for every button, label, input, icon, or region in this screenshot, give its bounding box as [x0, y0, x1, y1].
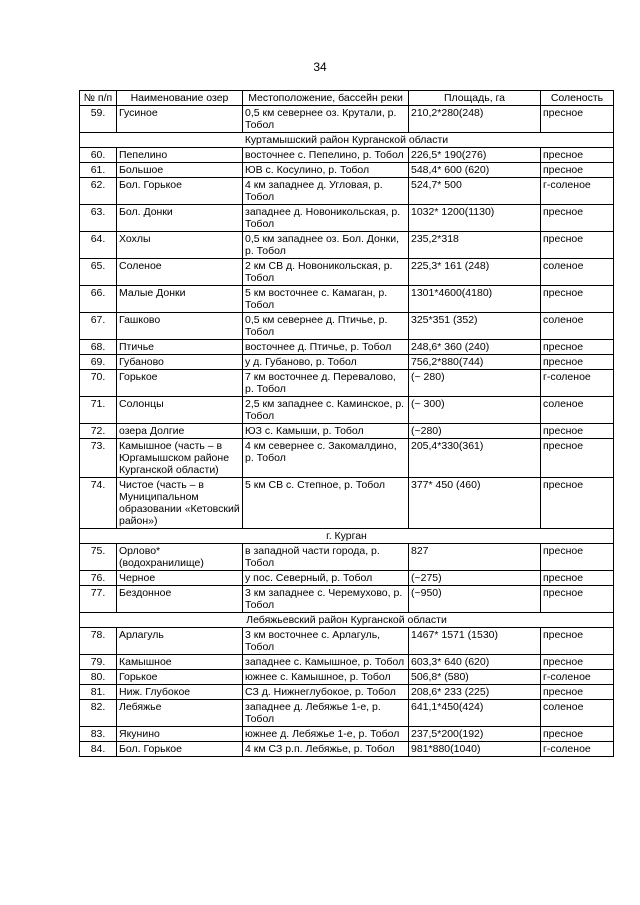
cell-salinity: г-соленое: [541, 670, 614, 685]
cell-salinity: пресное: [541, 424, 614, 439]
page-number: 34: [313, 60, 327, 74]
cell-location: южнее с. Камышное, р. Тобол: [243, 670, 409, 685]
cell-salinity: г-соленое: [541, 178, 614, 205]
cell-number: 62.: [80, 178, 117, 205]
table-row: [80, 670, 614, 685]
cell-salinity: пресное: [541, 355, 614, 370]
cell-area: 641,1*450(424): [409, 700, 541, 727]
cell-lake-name: Чистое (часть – в Муниципальном образовании «Кетовский район»): [117, 478, 243, 529]
table-row: [80, 259, 614, 286]
table-row: [80, 313, 614, 340]
cell-lake-name: Горькое: [117, 670, 243, 685]
cell-number: 80.: [80, 670, 117, 685]
section-row: [80, 133, 614, 148]
section-row: [80, 613, 614, 628]
cell-area: 981*880(1040): [409, 742, 541, 757]
cell-lake-name: Бездонное: [117, 586, 243, 613]
section-title: г. Курган: [80, 529, 614, 544]
cell-lake-name: Горькое: [117, 370, 243, 397]
cell-location: в западной части города, р. Тобол: [243, 544, 409, 571]
cell-location: 4 км СЗ р.п. Лебяжье, р. Тобол: [243, 742, 409, 757]
cell-number: 78.: [80, 628, 117, 655]
cell-area: 325*351 (352): [409, 313, 541, 340]
cell-area: (~950): [409, 586, 541, 613]
cell-lake-name: Пепелино: [117, 148, 243, 163]
cell-location: СЗ д. Нижнеглубокое, р. Тобол: [243, 685, 409, 700]
cell-location: 2 км СВ д. Новоникольская, р. Тобол: [243, 259, 409, 286]
cell-location: 7 км восточнее д. Перевалово, р. Тобол: [243, 370, 409, 397]
cell-area: 524,7* 500: [409, 178, 541, 205]
header-number: № п/п: [80, 91, 117, 106]
cell-location: 0,5 км западнее оз. Бол. Донки, р. Тобол: [243, 232, 409, 259]
cell-number: 84.: [80, 742, 117, 757]
cell-lake-name: Губаново: [117, 355, 243, 370]
cell-area: 1301*4600(4180): [409, 286, 541, 313]
cell-lake-name: Бол. Горькое: [117, 742, 243, 757]
cell-area: 225,3* 161 (248): [409, 259, 541, 286]
cell-salinity: пресное: [541, 478, 614, 529]
cell-location: 4 км севернее с. Закомалдино, р. Тобол: [243, 439, 409, 478]
header-location: Местоположение, бассейн реки: [243, 91, 409, 106]
cell-location: у пос. Северный, р. Тобол: [243, 571, 409, 586]
table-row: [80, 655, 614, 670]
cell-location: западнее с. Камышное, р. Тобол: [243, 655, 409, 670]
cell-lake-name: Камышное: [117, 655, 243, 670]
cell-area: 1032* 1200(1130): [409, 205, 541, 232]
cell-area: 377* 450 (460): [409, 478, 541, 529]
cell-area: 226,5* 190(276): [409, 148, 541, 163]
cell-salinity: г-соленое: [541, 370, 614, 397]
cell-number: 77.: [80, 586, 117, 613]
cell-area: 205,4*330(361): [409, 439, 541, 478]
cell-area: 548,4* 600 (620): [409, 163, 541, 178]
cell-location: западнее д. Лебяжье 1-е, р. Тобол: [243, 700, 409, 727]
cell-number: 79.: [80, 655, 117, 670]
cell-number: 59.: [80, 106, 117, 133]
cell-salinity: пресное: [541, 205, 614, 232]
cell-location: восточнее с. Пепелино, р. Тобол: [243, 148, 409, 163]
cell-area: 210,2*280(248): [409, 106, 541, 133]
cell-area: 756,2*880(744): [409, 355, 541, 370]
cell-salinity: пресное: [541, 340, 614, 355]
cell-number: 71.: [80, 397, 117, 424]
cell-location: западнее д. Новоникольская, р. Тобол: [243, 205, 409, 232]
cell-area: 208,6* 233 (225): [409, 685, 541, 700]
cell-area: 237,5*200(192): [409, 727, 541, 742]
cell-salinity: соленое: [541, 313, 614, 340]
cell-lake-name: Птичье: [117, 340, 243, 355]
table-row: [80, 700, 614, 727]
cell-location: у д. Губаново, р. Тобол: [243, 355, 409, 370]
table-row: [80, 232, 614, 259]
table-row: [80, 106, 614, 133]
cell-number: 75.: [80, 544, 117, 571]
cell-salinity: пресное: [541, 286, 614, 313]
cell-salinity: соленое: [541, 700, 614, 727]
cell-number: 61.: [80, 163, 117, 178]
header-area: Площадь, га: [409, 91, 541, 106]
cell-number: 70.: [80, 370, 117, 397]
table-row: [80, 148, 614, 163]
cell-area: 506,8* (580): [409, 670, 541, 685]
table-row: [80, 424, 614, 439]
cell-location: 5 км СВ с. Степное, р. Тобол: [243, 478, 409, 529]
cell-location: южнее д. Лебяжье 1-е, р. Тобол: [243, 727, 409, 742]
section-title: Лебяжьевский район Курганской области: [80, 613, 614, 628]
cell-number: 82.: [80, 700, 117, 727]
table-row: [80, 370, 614, 397]
table-row: [80, 742, 614, 757]
cell-salinity: пресное: [541, 232, 614, 259]
cell-number: 65.: [80, 259, 117, 286]
section-row: [80, 529, 614, 544]
cell-location: 3 км западнее с. Черемухово, р. Тобол: [243, 586, 409, 613]
cell-salinity: пресное: [541, 727, 614, 742]
cell-area: (~ 280): [409, 370, 541, 397]
cell-number: 68.: [80, 340, 117, 355]
cell-number: 66.: [80, 286, 117, 313]
cell-location: восточнее д. Птичье, р. Тобол: [243, 340, 409, 355]
table-row: [80, 397, 614, 424]
cell-area: 827: [409, 544, 541, 571]
cell-lake-name: Соленое: [117, 259, 243, 286]
table-row: [80, 727, 614, 742]
cell-area: (~280): [409, 424, 541, 439]
section-title: Куртамышский район Курганской области: [80, 133, 614, 148]
table-header-row: [80, 91, 614, 106]
cell-number: 69.: [80, 355, 117, 370]
cell-lake-name: Арлагуль: [117, 628, 243, 655]
cell-salinity: пресное: [541, 685, 614, 700]
cell-location: 0,5 км севернее д. Птичье, р. Тобол: [243, 313, 409, 340]
table-row: [80, 286, 614, 313]
cell-area: 248,6* 360 (240): [409, 340, 541, 355]
cell-number: 76.: [80, 571, 117, 586]
table-row: [80, 340, 614, 355]
cell-number: 73.: [80, 439, 117, 478]
header-salinity: Соленость: [541, 91, 614, 106]
cell-number: 74.: [80, 478, 117, 529]
cell-lake-name: Камышное (часть – в Юргамышском районе Курганской области): [117, 439, 243, 478]
cell-lake-name: Гашково: [117, 313, 243, 340]
cell-lake-name: Ниж. Глубокое: [117, 685, 243, 700]
cell-salinity: пресное: [541, 655, 614, 670]
cell-area: (~275): [409, 571, 541, 586]
table-row: [80, 163, 614, 178]
cell-lake-name: Бол. Горькое: [117, 178, 243, 205]
cell-lake-name: Большое: [117, 163, 243, 178]
table-row: [80, 205, 614, 232]
cell-salinity: пресное: [541, 163, 614, 178]
cell-location: ЮВ с. Косулино, р. Тобол: [243, 163, 409, 178]
cell-lake-name: Солонцы: [117, 397, 243, 424]
cell-number: 72.: [80, 424, 117, 439]
table-row: [80, 355, 614, 370]
table-body: [80, 106, 614, 757]
cell-salinity: пресное: [541, 439, 614, 478]
cell-area: (~ 300): [409, 397, 541, 424]
cell-lake-name: Лебяжье: [117, 700, 243, 727]
cell-lake-name: Гусиное: [117, 106, 243, 133]
cell-number: 83.: [80, 727, 117, 742]
cell-salinity: пресное: [541, 544, 614, 571]
cell-salinity: соленое: [541, 397, 614, 424]
cell-lake-name: Черное: [117, 571, 243, 586]
cell-number: 63.: [80, 205, 117, 232]
table-row: [80, 586, 614, 613]
cell-lake-name: Хохлы: [117, 232, 243, 259]
cell-lake-name: Бол. Донки: [117, 205, 243, 232]
cell-lake-name: Якунино: [117, 727, 243, 742]
cell-salinity: соленое: [541, 259, 614, 286]
cell-salinity: г-соленое: [541, 742, 614, 757]
cell-salinity: пресное: [541, 148, 614, 163]
cell-number: 60.: [80, 148, 117, 163]
cell-location: ЮЗ с. Камыши, р. Тобол: [243, 424, 409, 439]
table-row: [80, 439, 614, 478]
table-row: [80, 628, 614, 655]
cell-salinity: пресное: [541, 571, 614, 586]
cell-salinity: пресное: [541, 628, 614, 655]
header-name: Наименование озер: [117, 91, 243, 106]
table-row: [80, 685, 614, 700]
cell-number: 67.: [80, 313, 117, 340]
cell-number: 64.: [80, 232, 117, 259]
cell-area: 235,2*318: [409, 232, 541, 259]
cell-location: 2,5 км западнее с. Каминское, р. Тобол: [243, 397, 409, 424]
cell-location: 5 км восточнее с. Камаган, р. Тобол: [243, 286, 409, 313]
table-row: [80, 478, 614, 529]
cell-salinity: пресное: [541, 586, 614, 613]
cell-area: 603,3* 640 (620): [409, 655, 541, 670]
cell-lake-name: Орлово* (водохранилище): [117, 544, 243, 571]
table-row: [80, 571, 614, 586]
cell-lake-name: озера Долгие: [117, 424, 243, 439]
cell-location: 0,5 км севернее оз. Крутали, р. Тобол: [243, 106, 409, 133]
cell-location: 4 км западнее д. Угловая, р. Тобол: [243, 178, 409, 205]
cell-salinity: пресное: [541, 106, 614, 133]
cell-number: 81.: [80, 685, 117, 700]
cell-lake-name: Малые Донки: [117, 286, 243, 313]
cell-area: 1467* 1571 (1530): [409, 628, 541, 655]
cell-location: 3 км восточнее с. Арлагуль, Тобол: [243, 628, 409, 655]
table-row: [80, 178, 614, 205]
table-row: [80, 544, 614, 571]
lakes-table: [79, 90, 614, 757]
